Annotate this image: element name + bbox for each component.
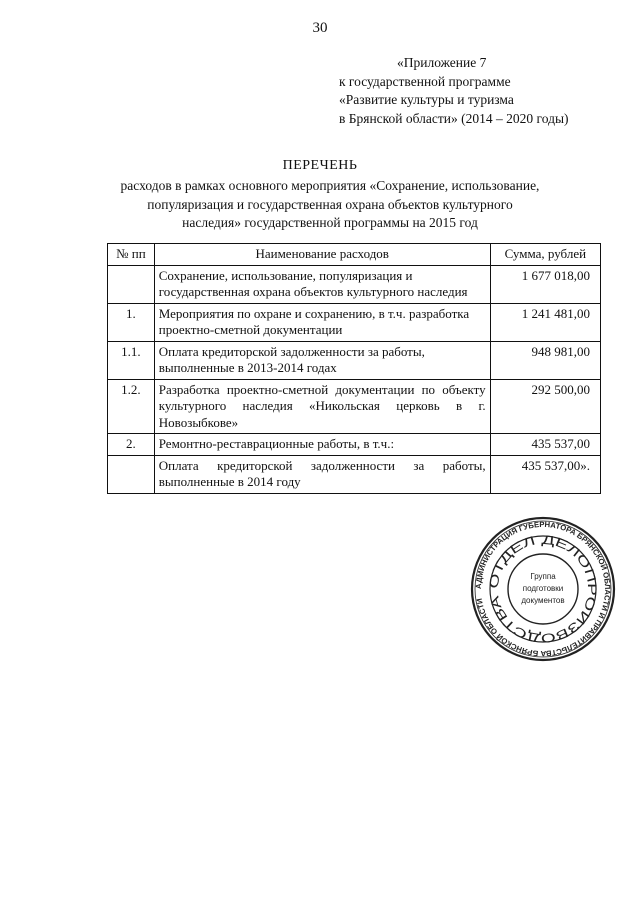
stamp-inner-textpath: ОТДЕЛ ДЕЛОПРОИЗВОДСТВА: [486, 532, 600, 646]
table-row: [108, 265, 601, 303]
table-row: [108, 303, 601, 341]
subtitle-line: популяризация и государственная охрана объектов культурного: [147, 196, 513, 212]
row-name: Мероприятия по охране и сохранению, в т.ч. разработка проектно-сметной документации: [154, 303, 490, 341]
table-row: [108, 341, 601, 379]
row-number: [108, 265, 155, 303]
expenses-table: [107, 243, 601, 494]
table-row: [108, 455, 601, 493]
table-row: [108, 434, 601, 456]
header-sum: Сумма, рублей: [490, 244, 600, 266]
row-name: Сохранение, использование, популяризация и государственная охрана объектов культурного наследия: [154, 265, 490, 303]
row-number: 2.: [108, 434, 155, 456]
row-name: Оплата кредиторской задолженности за работы, выполненные в 2013-2014 годах: [154, 341, 490, 379]
appendix-line: «Развитие культуры и туризма: [339, 92, 514, 107]
page-number: 30: [312, 20, 328, 36]
appendix-line: «Приложение 7: [397, 55, 487, 70]
list-title: ПЕРЕЧЕНЬ: [282, 158, 358, 173]
header-name: Наименование расходов: [154, 244, 490, 266]
row-name: Ремонтно-реставрационные работы, в т.ч.:: [154, 434, 490, 456]
row-sum: 948 981,00: [490, 341, 600, 379]
row-number: 1.1.: [108, 341, 155, 379]
row-sum: 1 241 481,00: [490, 303, 600, 341]
stamp-center-line: подготовки: [522, 584, 564, 593]
row-name: Разработка проектно-сметной документации по объекту культурного наследия «Никольская церковь в г. Новозыбкове»: [154, 379, 490, 434]
subtitle-line: наследия» государственной программы на 2015 год: [182, 215, 478, 230]
stamp-center-line: Группа: [530, 572, 556, 581]
row-name: Оплата кредиторской задолженности за работы, выполненные в 2014 году: [154, 455, 490, 493]
header-number: № пп: [108, 244, 155, 266]
row-number: 1.2.: [108, 379, 155, 434]
appendix-line: в Брянской области» (2014 – 2020 годы): [339, 110, 569, 126]
appendix-header: [339, 54, 629, 128]
stamp-center-line: документов: [521, 596, 565, 605]
row-sum: 1 677 018,00: [490, 265, 600, 303]
row-sum: 435 537,00: [490, 434, 600, 456]
official-stamp: [469, 515, 617, 663]
appendix-line: к государственной программе: [339, 73, 511, 89]
table-header-row: [108, 244, 601, 266]
stamp-outer-textpath: АДМИНИСТРАЦИЯ ГУБЕРНАТОРА БРЯНСКОЙ ОБЛАСТИ И ПРАВИТЕЛЬСТВА БРЯНСКОЙ ОБЛАСТИ: [473, 519, 613, 659]
list-subtitle: [90, 177, 570, 233]
row-number: [108, 455, 155, 493]
table-row: [108, 379, 601, 434]
row-number: 1.: [108, 303, 155, 341]
row-sum: 435 537,00».: [490, 455, 600, 493]
row-sum: 292 500,00: [490, 379, 600, 434]
subtitle-line: расходов в рамках основного мероприятия «Сохранение, использование,: [120, 178, 540, 193]
